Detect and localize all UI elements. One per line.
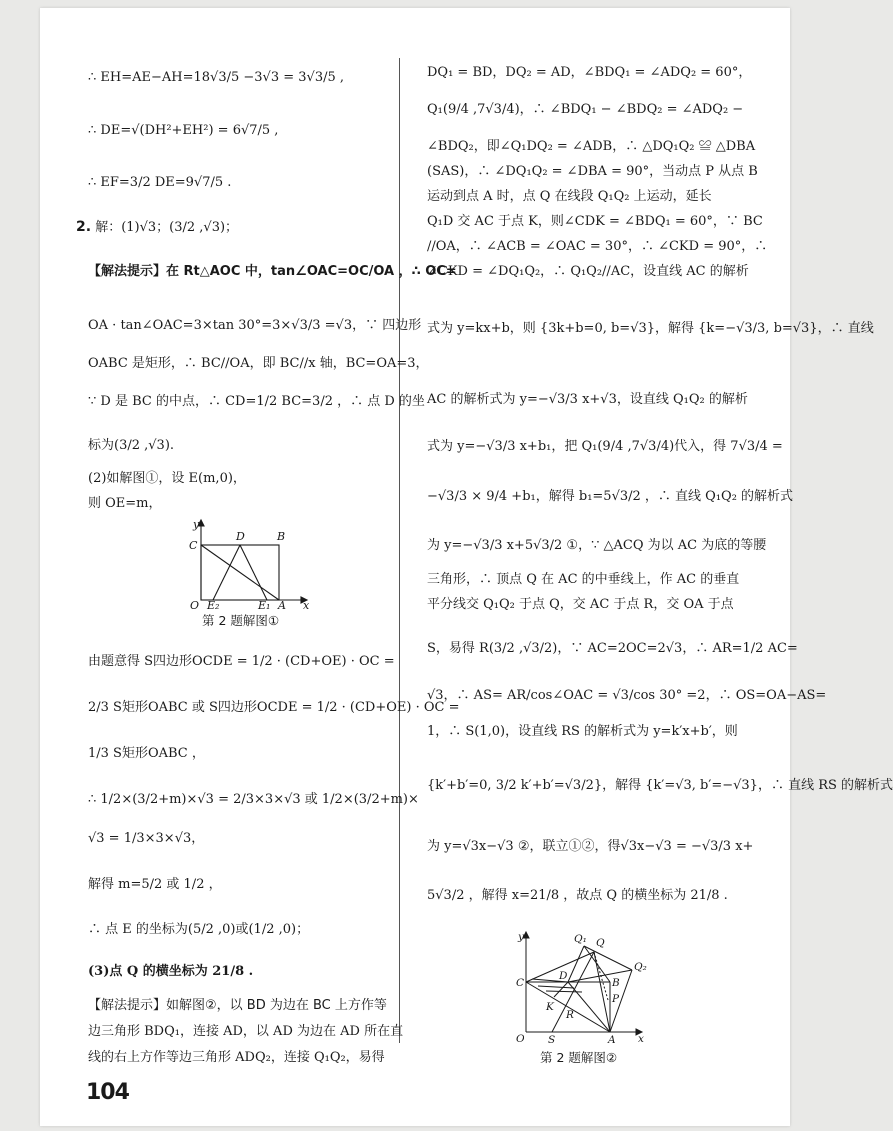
- segment-ac: [201, 545, 279, 600]
- text-line: //OA，∴ ∠ACB = ∠OAC = 30°，∴ ∠CKD = 90°，∴: [427, 239, 768, 254]
- text-line: 为 y=√3x−√3 ②，联立①②，得√3x−√3 = −√3/3 x+: [427, 839, 754, 854]
- point-label-r: R: [566, 1009, 574, 1021]
- point-label-e2: E₂: [207, 599, 220, 612]
- text-line: 则 OE=m，: [88, 496, 162, 511]
- text-line: ∠BDQ₂，即∠Q₁DQ₂ = ∠ADB，∴ △DQ₁Q₂ ≌ △DBA: [427, 139, 756, 154]
- text-line: −√3/3 × 9/4 +b₁，解得 b₁=5√3/2 ，∴ 直线 Q₁Q₂ 的解析式: [427, 489, 794, 504]
- text-line: 解得 m=5/2 或 1/2 ，: [88, 877, 222, 892]
- hint-line: 【解法提示】在 Rt△AOC 中，tan∠OAC=OC/OA ，∴ OC=: [88, 264, 457, 279]
- axis-label-x: x: [638, 1033, 644, 1045]
- text-line: ∠CKD = ∠DQ₁Q₂，∴ Q₁Q₂//AC，设直线 AC 的解析: [427, 264, 749, 279]
- text-line: 式为 y=kx+b，则 {3k+b=0, b=√3}，解得 {k=−√3/3, b=√3}，∴ 直线: [427, 321, 874, 336]
- text-line: 1，∴ S(1,0)，设直线 RS 的解析式为 y=k′x+b′，则: [427, 724, 738, 739]
- axis-label-y: y: [193, 518, 200, 531]
- point-label-a: A: [278, 599, 286, 612]
- answer-line: (3)点 Q 的横坐标为 21/8 .: [88, 964, 254, 979]
- text-line: (SAS)，∴ ∠DQ₁Q₂ = ∠DBA = 90°，当动点 P 从点 B: [427, 164, 758, 179]
- text-line: 标为(3/2 ,√3).: [88, 438, 175, 453]
- text-line: 三角形，∴ 顶点 Q 在 AC 的中垂线上，作 AC 的垂直: [427, 572, 740, 587]
- point-label-d: D: [559, 970, 568, 982]
- text-line: ∴ 点 E 的坐标为(5/2 ,0)或(1/2 ,0)；: [88, 922, 310, 937]
- text-line: 由题意得 S四边形OCDE = 1/2 · (CD+OE) · OC =: [88, 654, 395, 669]
- figure-1-diagram: [185, 518, 315, 610]
- point-label-e1: E₁: [258, 599, 271, 612]
- text-line: 为 y=−√3/3 x+5√3/2 ①，∵ △ACQ 为以 AC 为底的等腰: [427, 538, 767, 553]
- text-line: √3 = 1/3×3×√3，: [88, 831, 205, 846]
- text-line: ∴ EF=3/2 DE=9√7/5 .: [88, 175, 232, 190]
- point-label-p: P: [612, 993, 620, 1005]
- text-line: (2)如解图①，设 E(m,0)，: [88, 471, 246, 486]
- text-line: AC 的解析式为 y=−√3/3 x+√3，设直线 Q₁Q₂ 的解析: [427, 392, 748, 407]
- point-label-k: K: [546, 1001, 554, 1013]
- point-label-q2: Q₂: [634, 961, 647, 973]
- text-line: ∵ D 是 BC 的中点，∴ CD=1/2 BC=3/2 ，∴ 点 D 的坐: [88, 394, 425, 409]
- segment-de1: [240, 545, 267, 600]
- segment-ca: [526, 982, 610, 1032]
- text-line: 1/3 S矩形OABC ，: [88, 746, 205, 761]
- text-line: √3，∴ AS= AR/cos∠OAC = √3/cos 30° =2，∴ OS=OA−AS=: [427, 688, 827, 703]
- point-label-o: O: [516, 1033, 525, 1045]
- segment-de2: [213, 545, 240, 600]
- point-label-s: S: [548, 1034, 556, 1046]
- text-line: OABC 是矩形，∴ BC//OA，即 BC//x 轴，BC=OA=3，: [88, 356, 429, 371]
- point-label-c: C: [516, 977, 525, 989]
- text-line: S，易得 R(3/2 ,√3/2)，∵ AC=2OC=2√3，∴ AR=1/2 AC=: [427, 641, 798, 656]
- text-line: 平分线交 Q₁Q₂ 于点 Q，交 AC 于点 R，交 OA 于点: [427, 597, 734, 612]
- text-line: ∴ DE=√(DH²+EH²) = 6√7/5 ,: [88, 123, 279, 138]
- hatch-line: [546, 991, 582, 992]
- hatch-line: [538, 986, 574, 988]
- text-line: ∴ EH=AE−AH=18√3/5 −3√3 = 3√3/5 ,: [88, 70, 345, 85]
- answer-line: 解：(1)√3；(3/2 ,√3)；: [95, 220, 239, 235]
- axis-label-y: y: [518, 931, 524, 943]
- axis-label-x: x: [303, 599, 310, 612]
- text-line: 2/3 S矩形OABC 或 S四边形OCDE = 1/2 · (CD+OE) · OC =: [88, 700, 460, 715]
- text-line: ∴ 1/2×(3/2+m)×√3 = 2/3×3×√3 或 1/2×(3/2+m)×: [88, 792, 419, 807]
- point-label-a: A: [608, 1034, 616, 1046]
- point-label-d: D: [236, 530, 245, 543]
- figure-1-caption: 第 2 题解图①: [202, 613, 280, 628]
- question-number: 2.: [76, 219, 92, 235]
- column-divider: [399, 58, 400, 1043]
- text-line: DQ₁ = BD，DQ₂ = AD，∠BDQ₁ = ∠ADQ₂ = 60°，: [427, 65, 752, 80]
- hint-line: 【解法提示】如解图②，以 BD 为边在 BC 上方作等: [88, 998, 387, 1013]
- text-line: Q₁D 交 AC 于点 K，则∠CDK = ∠BDQ₁ = 60°，∵ BC: [427, 214, 763, 229]
- text-line: 运动到点 A 时，点 Q 在线段 Q₁Q₂ 上运动，延长: [427, 189, 712, 204]
- point-label-c: C: [189, 539, 198, 552]
- figure-2-diagram: [512, 930, 652, 1048]
- text-line: Q₁(9/4 ,7√3/4)，∴ ∠BDQ₁ − ∠BDQ₂ = ∠ADQ₂ −: [427, 102, 744, 117]
- text-line: 5√3/2 ，解得 x=21/8 ，故点 Q 的横坐标为 21/8 .: [427, 888, 728, 903]
- point-label-b: B: [612, 977, 620, 989]
- text-line: 线的右上方作等边三角形 ADQ₂，连接 Q₁Q₂，易得: [88, 1050, 385, 1065]
- segment-kd: [554, 982, 568, 997]
- figure-2-caption: 第 2 题解图②: [540, 1050, 618, 1065]
- text-line: OA · tan∠OAC=3×tan 30°=3×√3/3 =√3，∵ 四边形: [88, 318, 422, 333]
- text-line: 式为 y=−√3/3 x+b₁，把 Q₁(9/4 ,7√3/4)代入，得 7√3/4 =: [427, 439, 783, 454]
- point-label-b: B: [277, 530, 286, 543]
- page-number: 104: [86, 1080, 129, 1105]
- text-line: {k′+b′=0, 3/2 k′+b′=√3/2}，解得 {k′=√3, b′=−√3}，∴ 直线 RS 的解析式: [427, 778, 893, 793]
- segment-qa: [594, 952, 610, 1032]
- point-label-q: Q: [596, 937, 605, 949]
- text-line: 边三角形 BDQ₁，连接 AD，以 AD 为边在 AD 所在直: [88, 1024, 404, 1039]
- point-label-q1: Q₁: [574, 933, 587, 945]
- point-label-o: O: [190, 599, 200, 612]
